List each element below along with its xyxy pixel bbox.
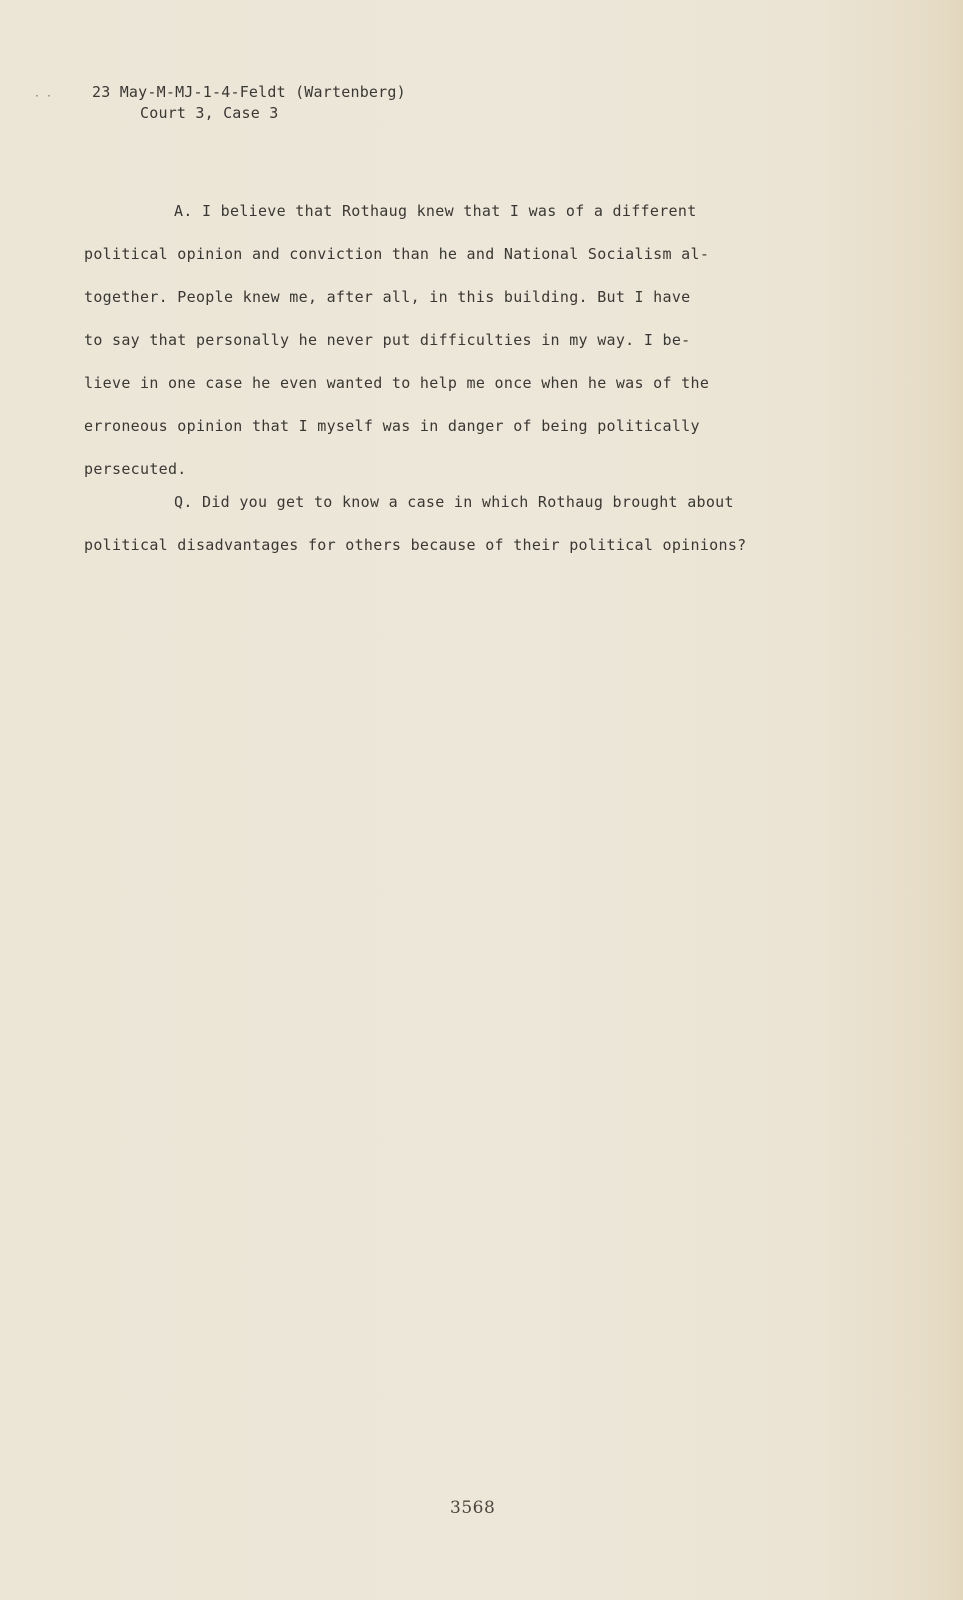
answer-line-5: lieve in one case he even wanted to help me once when he was of the	[84, 374, 710, 392]
answer-line-4: to say that personally he never put difficulties in my way. I be-	[84, 331, 691, 349]
header-reference: 23 May-M-MJ-1-4-Feldt (Wartenberg)	[92, 83, 406, 101]
page-number: 3568	[450, 1498, 496, 1518]
answer-line-7: persecuted.	[84, 460, 187, 478]
question-line-2: political disadvantages for others because of their political opinions?	[84, 536, 747, 554]
answer-line-6: erroneous opinion that I myself was in danger of being politically	[84, 417, 700, 435]
header-court-case: Court 3, Case 3	[140, 104, 279, 122]
answer-line-3: together. People knew me, after all, in this building. But I have	[84, 288, 691, 306]
document-header	[92, 82, 406, 124]
margin-marks: · ·	[34, 91, 53, 102]
answer-line-1: A. I believe that Rothaug knew that I was of a different	[174, 202, 697, 220]
question-line-1: Q. Did you get to know a case in which Rothaug brought about	[174, 493, 734, 511]
answer-line-2: political opinion and conviction than he and National Socialism al-	[84, 245, 710, 263]
